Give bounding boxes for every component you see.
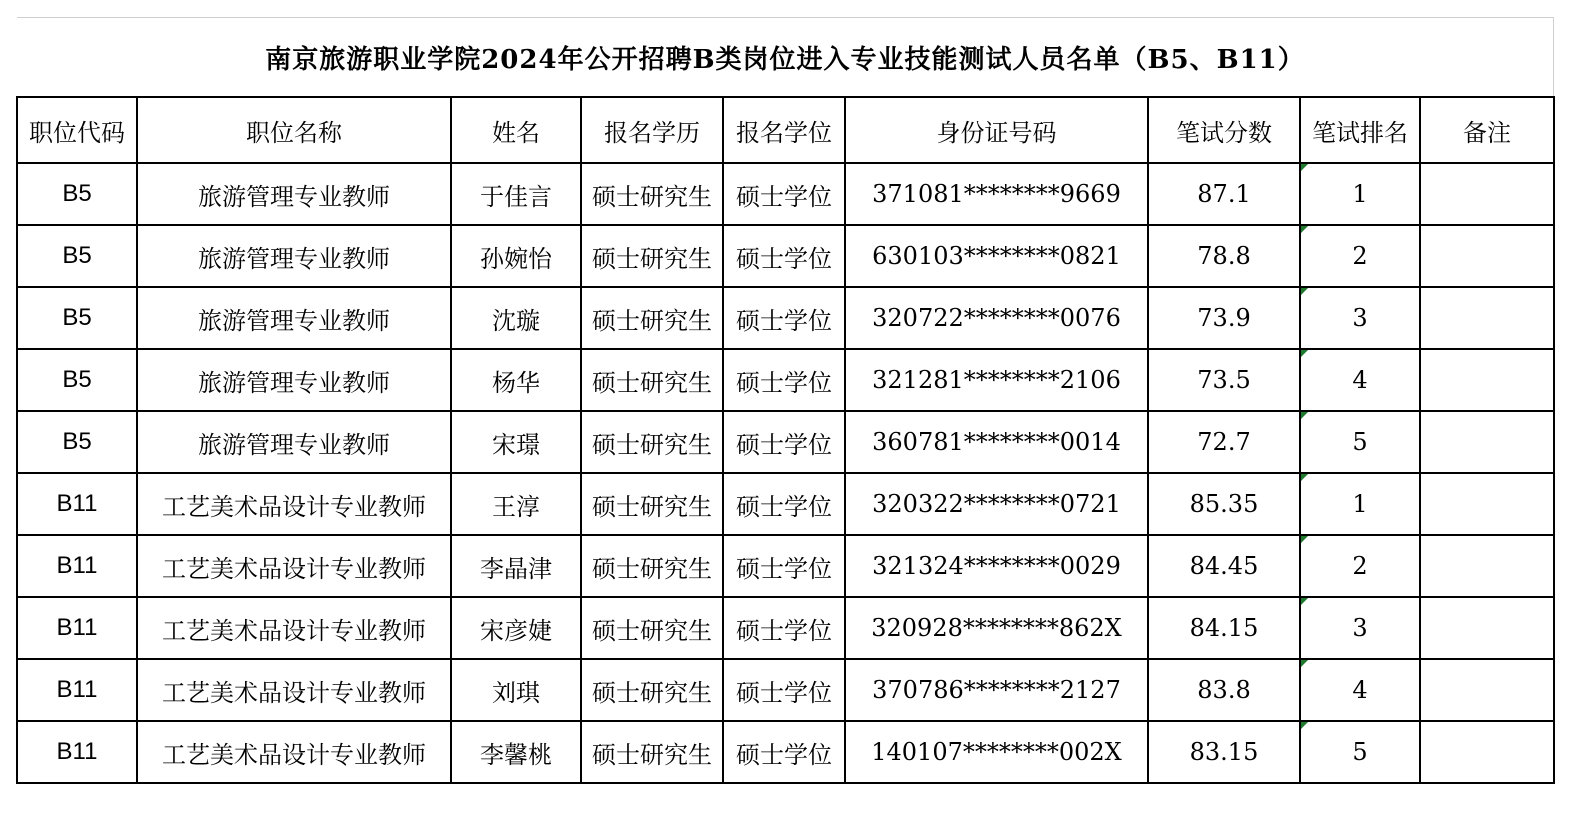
cell-rank [1300, 287, 1420, 349]
rank-value: 5 [1352, 738, 1368, 766]
cell-remark [1420, 225, 1554, 287]
cell-education: 硕士研究生 [581, 535, 723, 597]
cell-degree: 硕士学位 [723, 721, 845, 783]
cell-degree: 硕士学位 [723, 411, 845, 473]
cell-education: 硕士研究生 [581, 411, 723, 473]
cell-name: 孙婉怡 [451, 225, 581, 287]
cell-score: 72.7 [1148, 411, 1300, 473]
cell-indicator-icon [1301, 164, 1308, 171]
rank-value: 4 [1352, 676, 1368, 704]
cell-remark [1420, 597, 1554, 659]
cell-name: 刘琪 [451, 659, 581, 721]
table-row [17, 349, 1554, 411]
cell-code: B5 [17, 349, 137, 411]
cell-remark [1420, 535, 1554, 597]
cell-name: 李馨桃 [451, 721, 581, 783]
cell-education: 硕士研究生 [581, 473, 723, 535]
header-rank: 笔试排名 [1300, 97, 1420, 163]
cell-score: 85.35 [1148, 473, 1300, 535]
cell-indicator-icon [1301, 412, 1308, 419]
cell-name: 沈璇 [451, 287, 581, 349]
cell-name: 杨华 [451, 349, 581, 411]
rank-value: 1 [1352, 180, 1368, 208]
cell-score: 84.45 [1148, 535, 1300, 597]
cell-code: B11 [17, 597, 137, 659]
cell-degree: 硕士学位 [723, 659, 845, 721]
table-row [17, 287, 1554, 349]
cell-indicator-icon [1301, 660, 1308, 667]
cell-indicator-icon [1301, 226, 1308, 233]
cell-code: B5 [17, 411, 137, 473]
cell-code: B11 [17, 535, 137, 597]
cell-indicator-icon [1301, 536, 1308, 543]
cell-indicator-icon [1301, 350, 1308, 357]
header-id-number: 身份证号码 [845, 97, 1148, 163]
cell-degree: 硕士学位 [723, 225, 845, 287]
cell-rank [1300, 411, 1420, 473]
rank-value: 1 [1352, 490, 1368, 518]
rank-value: 2 [1352, 242, 1368, 270]
cell-id-number: 320322********0721 [845, 473, 1148, 535]
cell-position: 工艺美术品设计专业教师 [137, 721, 451, 783]
header-remark: 备注 [1420, 97, 1554, 163]
cell-degree: 硕士学位 [723, 535, 845, 597]
cell-id-number: 630103********0821 [845, 225, 1148, 287]
cell-name: 宋璟 [451, 411, 581, 473]
cell-education: 硕士研究生 [581, 721, 723, 783]
cell-position: 旅游管理专业教师 [137, 287, 451, 349]
header-position: 职位名称 [137, 97, 451, 163]
cell-id-number: 320928********862X [845, 597, 1148, 659]
rank-value: 4 [1352, 366, 1368, 394]
cell-position: 工艺美术品设计专业教师 [137, 473, 451, 535]
table-row [17, 597, 1554, 659]
cell-education: 硕士研究生 [581, 287, 723, 349]
table-header-row [17, 97, 1554, 163]
cell-rank [1300, 473, 1420, 535]
cell-rank [1300, 535, 1420, 597]
cell-id-number: 140107********002X [845, 721, 1148, 783]
cell-score: 87.1 [1148, 163, 1300, 225]
table-row [17, 659, 1554, 721]
cell-code: B11 [17, 721, 137, 783]
cell-position: 工艺美术品设计专业教师 [137, 597, 451, 659]
cell-degree: 硕士学位 [723, 163, 845, 225]
header-name: 姓名 [451, 97, 581, 163]
cell-remark [1420, 287, 1554, 349]
cell-code: B11 [17, 659, 137, 721]
cell-name: 李晶津 [451, 535, 581, 597]
cell-position: 旅游管理专业教师 [137, 411, 451, 473]
cell-degree: 硕士学位 [723, 473, 845, 535]
cell-score: 78.8 [1148, 225, 1300, 287]
cell-score: 73.5 [1148, 349, 1300, 411]
cell-rank [1300, 225, 1420, 287]
cell-education: 硕士研究生 [581, 349, 723, 411]
table-row [17, 535, 1554, 597]
candidate-table [16, 96, 1555, 784]
cell-score: 83.15 [1148, 721, 1300, 783]
cell-code: B11 [17, 473, 137, 535]
header-score: 笔试分数 [1148, 97, 1300, 163]
cell-score: 73.9 [1148, 287, 1300, 349]
cell-id-number: 321324********0029 [845, 535, 1148, 597]
cell-rank [1300, 659, 1420, 721]
cell-position: 旅游管理专业教师 [137, 163, 451, 225]
cell-rank [1300, 349, 1420, 411]
cell-code: B5 [17, 225, 137, 287]
cell-education: 硕士研究生 [581, 163, 723, 225]
cell-id-number: 370786********2127 [845, 659, 1148, 721]
cell-position: 工艺美术品设计专业教师 [137, 659, 451, 721]
cell-id-number: 360781********0014 [845, 411, 1148, 473]
cell-remark [1420, 659, 1554, 721]
rank-value: 2 [1352, 552, 1368, 580]
sheet-title: 南京旅游职业学院2024年公开招聘B类岗位进入专业技能测试人员名单（B5、B11） [17, 17, 1554, 96]
cell-degree: 硕士学位 [723, 349, 845, 411]
cell-remark [1420, 349, 1554, 411]
cell-score: 84.15 [1148, 597, 1300, 659]
cell-score: 83.8 [1148, 659, 1300, 721]
table-row [17, 411, 1554, 473]
cell-rank [1300, 163, 1420, 225]
cell-remark [1420, 721, 1554, 783]
header-education: 报名学历 [581, 97, 723, 163]
rank-value: 5 [1352, 428, 1368, 456]
cell-name: 宋彦婕 [451, 597, 581, 659]
header-code: 职位代码 [17, 97, 137, 163]
header-degree: 报名学位 [723, 97, 845, 163]
cell-code: B5 [17, 287, 137, 349]
cell-id-number: 320722********0076 [845, 287, 1148, 349]
cell-indicator-icon [1301, 722, 1308, 729]
cell-remark [1420, 473, 1554, 535]
cell-education: 硕士研究生 [581, 225, 723, 287]
table-row [17, 163, 1554, 225]
cell-position: 工艺美术品设计专业教师 [137, 535, 451, 597]
cell-position: 旅游管理专业教师 [137, 349, 451, 411]
cell-rank [1300, 721, 1420, 783]
cell-remark [1420, 411, 1554, 473]
table-row [17, 721, 1554, 783]
cell-degree: 硕士学位 [723, 597, 845, 659]
rank-value: 3 [1352, 304, 1368, 332]
cell-indicator-icon [1301, 474, 1308, 481]
cell-degree: 硕士学位 [723, 287, 845, 349]
table-row [17, 473, 1554, 535]
cell-id-number: 371081********9669 [845, 163, 1148, 225]
cell-name: 王淳 [451, 473, 581, 535]
cell-education: 硕士研究生 [581, 659, 723, 721]
cell-indicator-icon [1301, 598, 1308, 605]
cell-indicator-icon [1301, 288, 1308, 295]
cell-remark [1420, 163, 1554, 225]
cell-education: 硕士研究生 [581, 597, 723, 659]
cell-id-number: 321281********2106 [845, 349, 1148, 411]
table-row [17, 225, 1554, 287]
cell-code: B5 [17, 163, 137, 225]
cell-rank [1300, 597, 1420, 659]
rank-value: 3 [1352, 614, 1368, 642]
cell-name: 于佳言 [451, 163, 581, 225]
cell-position: 旅游管理专业教师 [137, 225, 451, 287]
